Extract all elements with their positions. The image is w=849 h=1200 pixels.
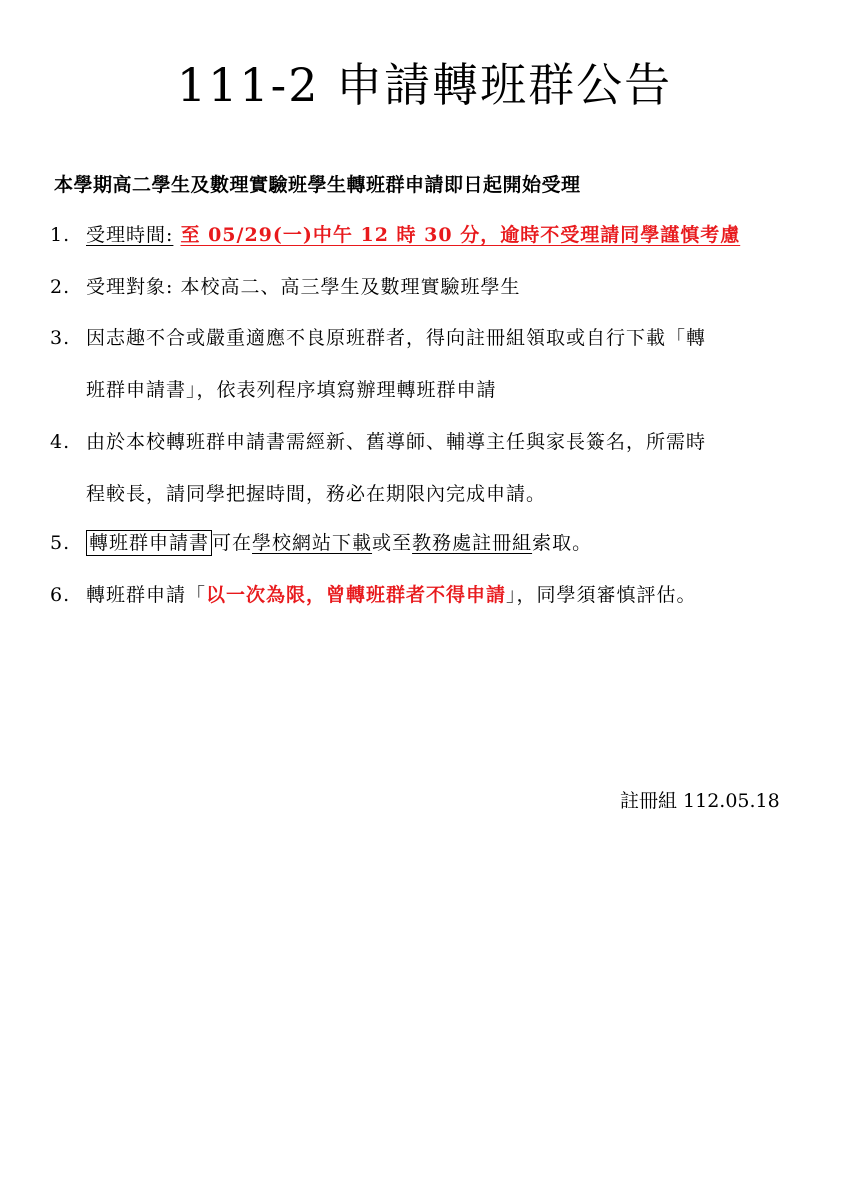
item-text: 可在 [212,532,253,554]
item-text: 索取。 [532,532,593,554]
list-item-3-continuation: 班群申請書」，依表列程序填寫辦理轉班群申請 [86,379,497,401]
intro-text: 本學期高二學生及數理實驗班學生轉班群申請即日起開始受理 [54,174,581,196]
item-text: 由於本校轉班群申請書需經新、舊導師、輔導主任與家長簽名，所需時 [86,431,707,453]
item-text: 因志趣不合或嚴重適應不良原班群者，得向註冊組領取或自行下載「轉 [86,327,707,349]
item-number: 6. [50,584,71,606]
item-label: 受理時間: [86,224,174,246]
signature-date: 註冊組 112.05.18 [620,790,780,812]
list-item-3 [50,323,706,350]
item-text: 轉班群申請「 [86,584,207,606]
list-item-4 [50,427,706,454]
item-text: 受理對象: 本校高二、高三學生及數理實驗班學生 [86,276,521,298]
restriction-highlight: 以一次為限，曾轉班群者不得申請 [206,584,507,606]
page-title: 111-2 申請轉班群公告 [176,58,673,112]
list-item-1 [50,220,740,247]
deadline-highlight: 至 05/29(一)中午 12 時 30 分，逾時不受理請同學謹慎考慮 [180,224,741,246]
registration-office-link[interactable]: 教務處註冊組 [412,532,533,554]
list-item-4-continuation: 程較長，請同學把握時間，務必在期限內完成申請。 [86,483,547,505]
list-item-6 [50,580,697,607]
list-item-5 [50,528,592,555]
item-number: 4. [50,431,71,453]
item-text: 或至 [372,532,413,554]
item-number: 5. [50,532,71,554]
item-number: 1. [50,224,71,246]
list-item-2 [50,272,520,299]
item-text: 」，同學須審慎評估。 [506,584,697,606]
form-name-box: 轉班群申請書 [86,530,212,556]
item-number: 2. [50,276,71,298]
website-download-link[interactable]: 學校網站下載 [252,532,373,554]
item-number: 3. [50,327,71,349]
